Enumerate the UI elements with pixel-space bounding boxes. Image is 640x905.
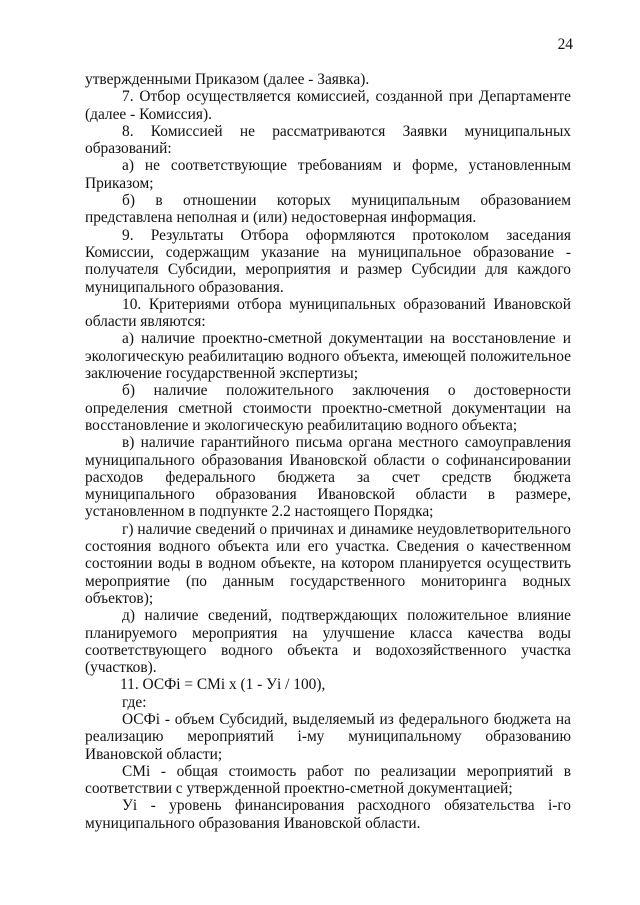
paragraph-10-criteria: 10. Критериями отбора муниципальных образований Ивановской области являются:: [85, 295, 571, 331]
paragraph-9-results: 9. Результаты Отбора оформляются протоколом заседания Комиссии, содержащим указание на муниципальное образование - получателя Субсидии, мероприятия и размер Субсидии для каждого муниципального образования.: [85, 226, 571, 296]
paragraph-7-selection-commission: 7. Отбор осуществляется комиссией, созданной при Департаменте (далее - Комиссия).: [85, 88, 571, 123]
paragraph-8-not-considered: 8. Комиссией не рассматриваются Заявки муниципальных образований:: [85, 122, 571, 158]
paragraph-application-definition: утвержденными Приказом (далее - Заявка).: [85, 71, 370, 88]
definition-u: Уi - уровень финансирования расходного обязательства i-го муниципального образования Ивановской области.: [85, 797, 571, 832]
paragraph-10a: а) наличие проектно-сметной документации на восстановление и экологическую реабилитацию водного объекта, имеющей положительное заключение государственной экспертизы;: [85, 330, 571, 383]
definition-osf: ОСФi - объем Субсидий, выделяемый из федерального бюджета на реализацию мероприятий i-му муниципальному образованию Ивановской области;: [85, 710, 571, 763]
paragraph-8b: б) в отношении которых муниципальным образованием представлена неполная и (или) недостоверная информация.: [85, 192, 571, 227]
paragraph-10d: д) наличие сведений, подтверждающих положительное влияние планируемого мероприятия на улучшение класса качества воды соответствующего водного объекта и водохозяйственного участка (участков).: [85, 607, 571, 677]
document-body: [85, 71, 571, 832]
definition-sm: СМi - общая стоимость работ по реализации мероприятий в соответствии с утвержденной проектно-сметной документацией;: [85, 762, 571, 798]
paragraph-10b: б) наличие положительного заключения о достоверности определения сметной стоимости проектно-сметной документации на восстановление и экологическую реабилитацию водного объекта;: [85, 382, 571, 434]
page-number: 24: [557, 36, 573, 53]
formula-where-label: где:: [122, 693, 147, 711]
paragraph-8a: а) не соответствующие требованиям и форме, установленным Приказом;: [85, 157, 571, 192]
paragraph-11-formula: 11. ОСФi = СМi х (1 - Уi / 100),: [120, 676, 326, 694]
paragraph-10v: в) наличие гарантийного письма органа местного самоуправления муниципального образования Ивановской области о софинансировании расходов федерального бюджета за счет средств бюджета муниципального образования Ивановской области в размере, установленном в подпункте 2.2 настоящего Порядка;: [85, 434, 571, 521]
paragraph-10g: г) наличие сведений о причинах и динамике неудовлетворительного состояния водного объекта или его участка. Сведения о качественном состоянии воды в водном объекте, на котором планируется осуществить мероприятие (по данным государственного мониторинга водных объектов);: [85, 520, 571, 607]
